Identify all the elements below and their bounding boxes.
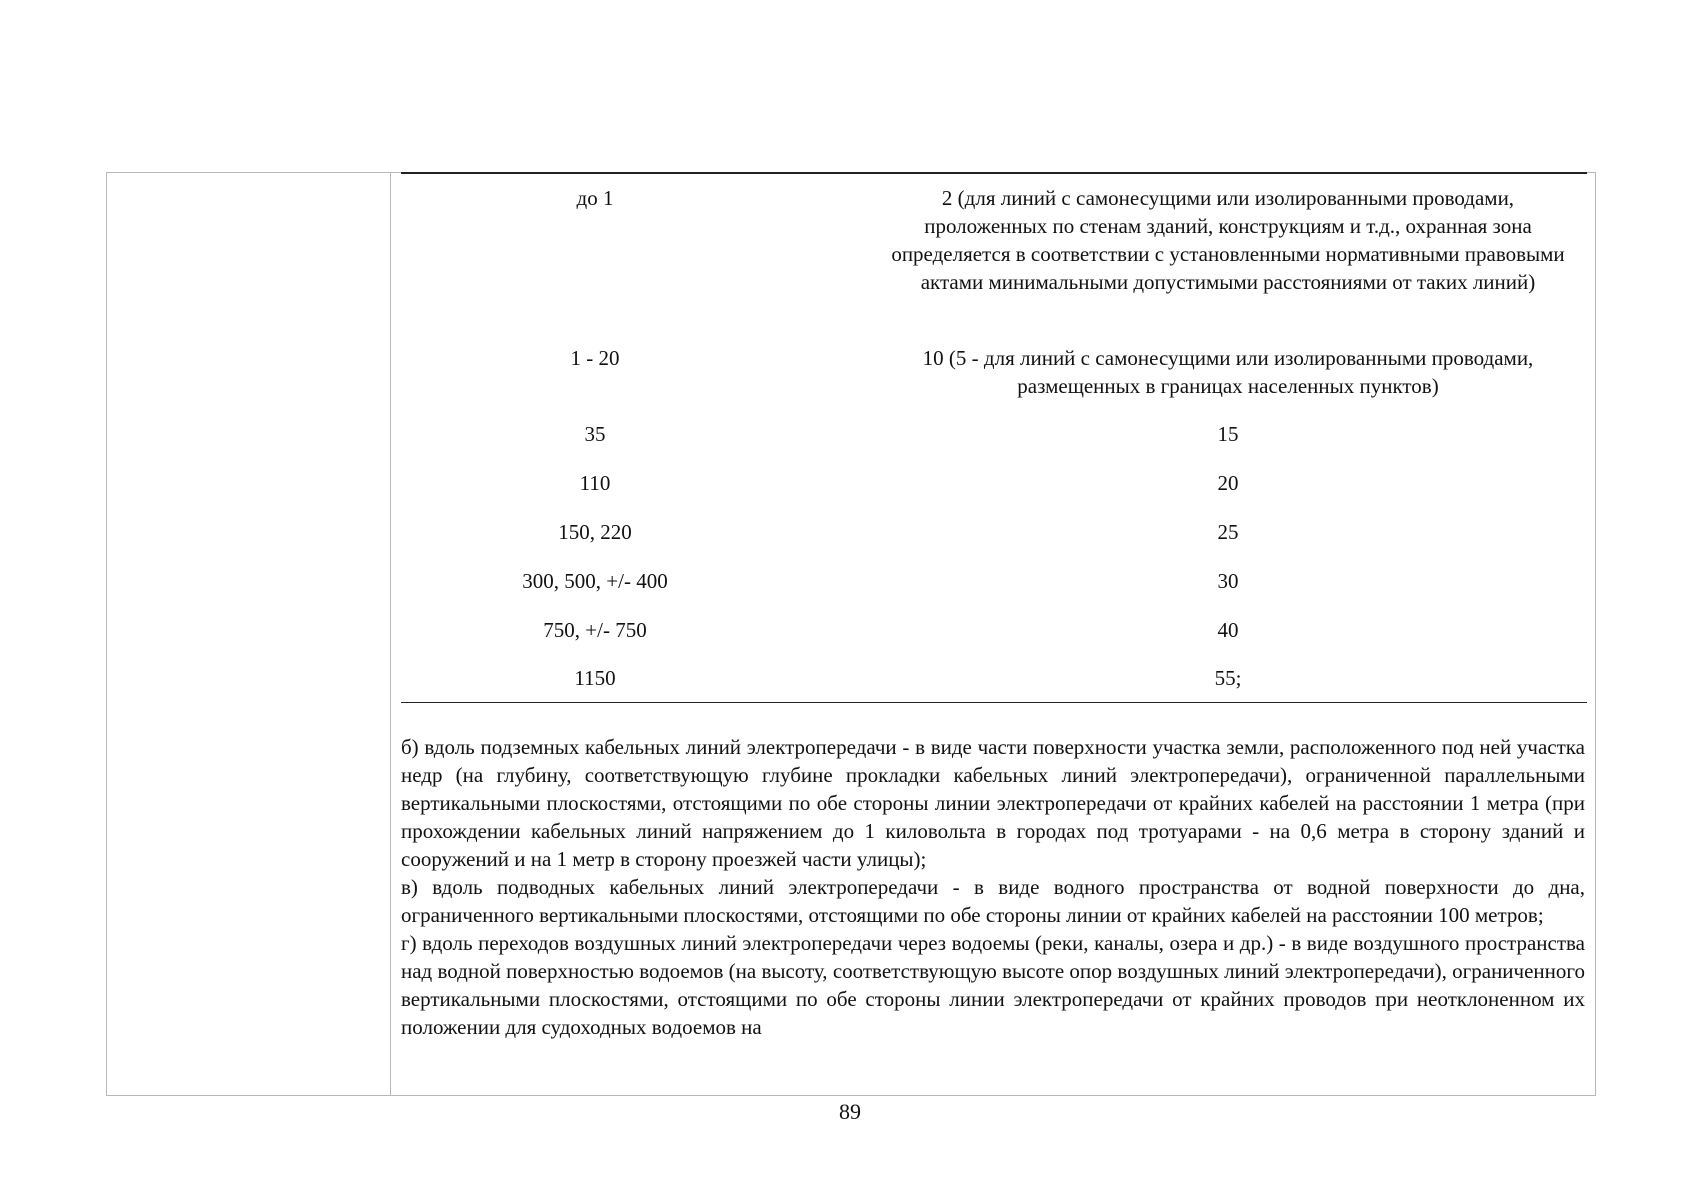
table-cell-distance: 25 (1217, 520, 1239, 544)
paragraph-g: г) вдоль переходов воздушных линий электропередачи через водоемы (реки, каналы, озера и др.) - в виде воздушного пространства над водной поверхностью водоемов (на высоту, соответствующую высоте опор воздушных линий электропередачи), ограниченного вертикальными плоскостями, отстоящими по обе стороны линии электропередачи от крайних проводов при неотклоненном их положении для судоходных водоемов на (401, 931, 1585, 1039)
table-cell-voltage: 150, 220 (558, 520, 632, 544)
body-text (401, 733, 1585, 1091)
table-cell-distance: 40 (1217, 618, 1239, 642)
table-cell-distance: 15 (1217, 422, 1239, 446)
table-cell-distance: 30 (1217, 569, 1239, 593)
table-top-rule (401, 172, 1587, 174)
table-cell-voltage: 750, +/- 750 (543, 618, 647, 642)
table-bottom-rule (401, 702, 1587, 703)
table-cell-distance: 55; (1214, 666, 1242, 690)
left-column (107, 173, 391, 1095)
table-cell-distance: 2 (для линий с самонесущими или изолированными проводами, проложенных по стенам зданий, конструкциям и т.д., охранная зона определяется в соответствии с установленными нормативными правовыми актами минимальными допустимыми расстояниями от таких линий) (891, 186, 1565, 294)
page-number: 89 (839, 1099, 861, 1124)
table-cell-voltage: 35 (584, 422, 606, 446)
table-cell-distance: 10 (5 - для линий с самонесущими или изолированными проводами, размещенных в границах населенных пунктов) (922, 346, 1534, 398)
paragraph-b: б) вдоль подземных кабельных линий электропередачи - в виде части поверхности участка земли, расположенного под ней участка недр (на глубину, соответствующую глубине прокладки кабельных линий электропередачи), ограниченной параллельными вертикальными плоскостями, отстоящими по обе стороны линии электропередачи от крайних кабелей на расстоянии 1 метра (при прохождении кабельных линий напряжением до 1 киловольта в городах под тротуарами - на 0,6 метра в сторону зданий и сооружений и на 1 метр в сторону проезжей части улицы); (401, 735, 1585, 871)
paragraph-v: в) вдоль подводных кабельных линий электропередачи - в виде водного пространства от водной поверхности до дна, ограниченного вертикальными плоскостями, отстоящими по обе стороны линии от крайних кабелей на расстоянии 100 метров; (401, 875, 1585, 927)
table-cell-voltage: 1 - 20 (570, 346, 620, 370)
table-cell-distance: 20 (1217, 471, 1239, 495)
table-cell-voltage: 110 (579, 471, 611, 495)
table-cell-voltage: 300, 500, +/- 400 (522, 569, 668, 593)
table-cell-voltage: 1150 (574, 666, 616, 690)
table-cell-voltage: до 1 (576, 186, 614, 210)
